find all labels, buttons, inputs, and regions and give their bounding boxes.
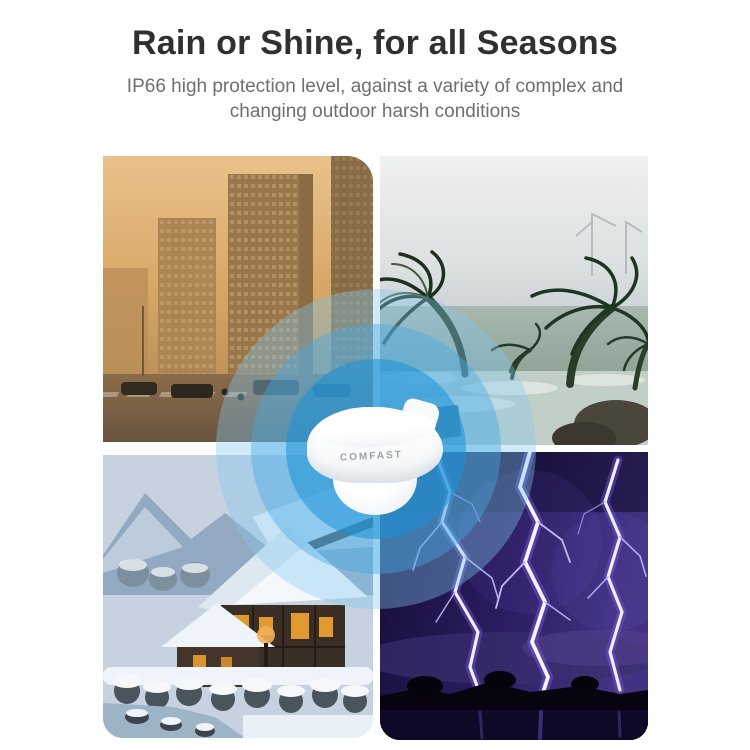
device-top-face (313, 407, 437, 451)
page-subtitle (95, 74, 655, 124)
device-body (307, 407, 443, 483)
outdoor-access-point-device (307, 401, 443, 515)
brand-logo: COMFAST (339, 449, 404, 464)
page-title: Rain or Shine, for all Seasons (132, 24, 618, 62)
subtitle-line-2: changing outdoor harsh conditions (229, 101, 521, 122)
subtitle-line-1: IP66 high protection level, against a variety of complex and (126, 76, 624, 97)
